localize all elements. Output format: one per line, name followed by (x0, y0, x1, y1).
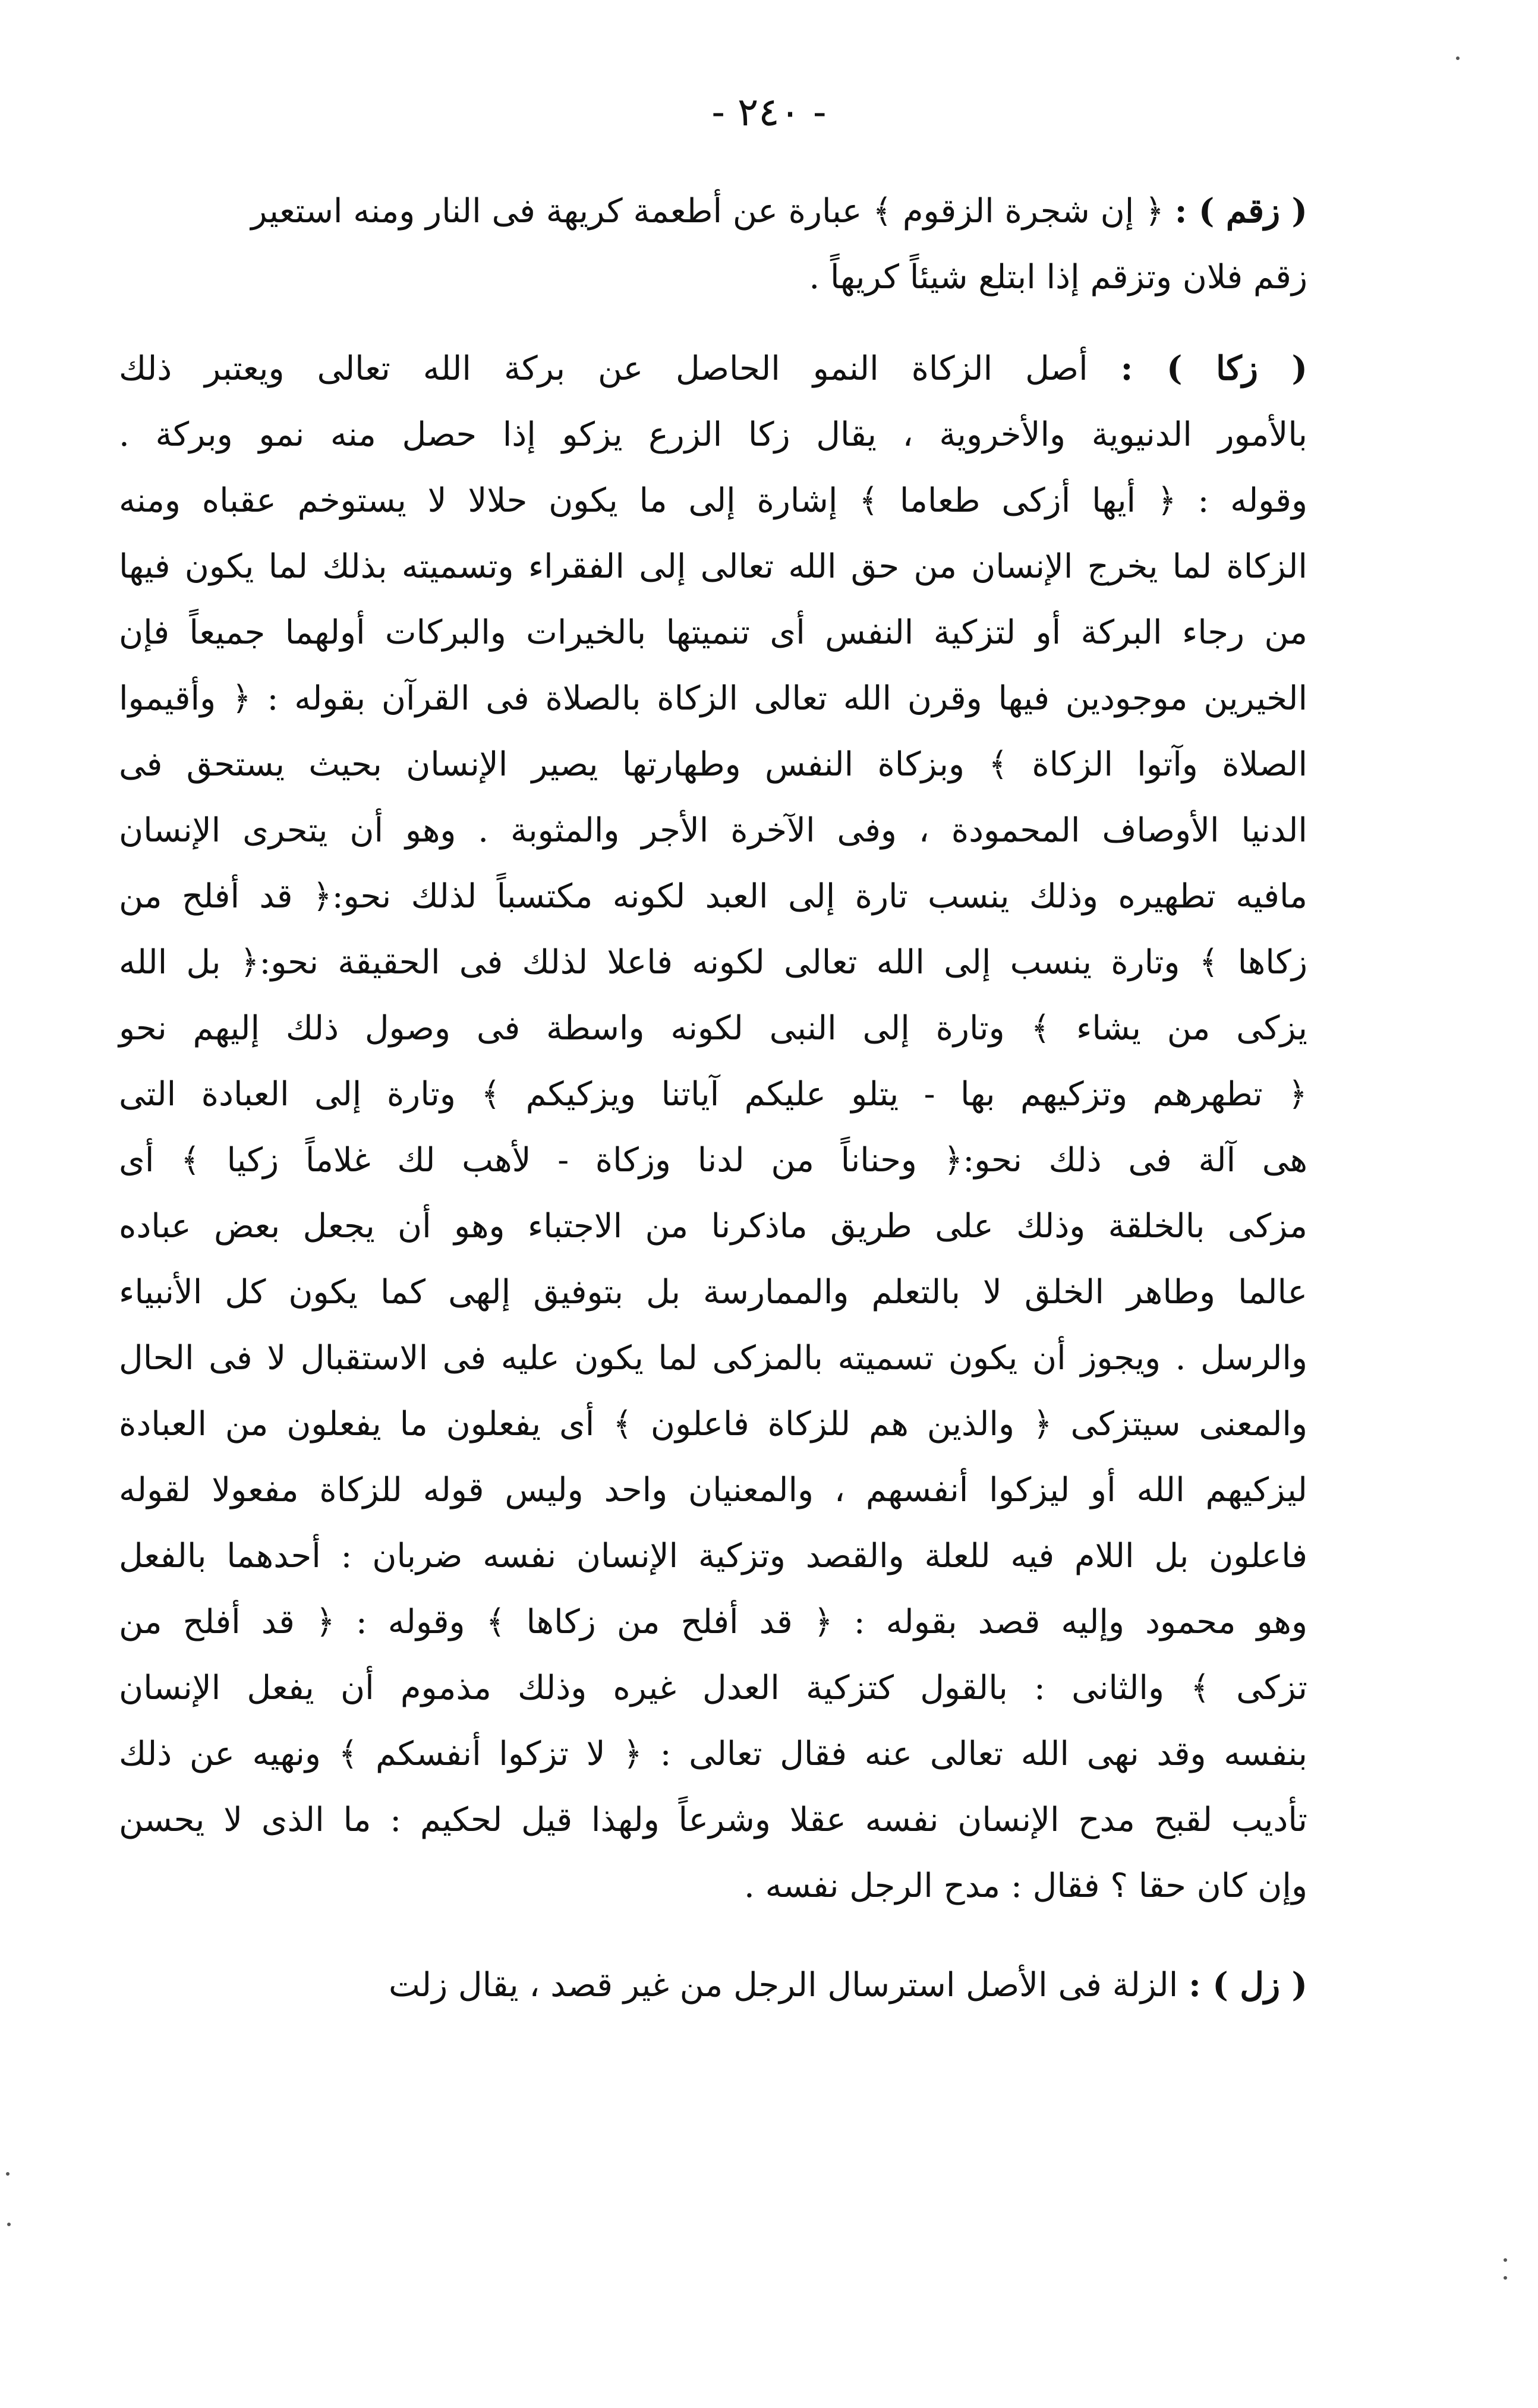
entry-line: وإن كان حقا ؟ فقال : مدح الرجل نفسه . (743, 1867, 1307, 1905)
entry-zall (119, 1952, 1307, 2018)
entry-first-line (119, 336, 1307, 402)
entry-headword: ( زل ) : (1189, 1965, 1307, 2004)
entry-line: وقوله : ﴿ أيها أزكى طعاما ﴾ إشارة إلى ما يكون حلالا لا يستوخم عقباه ومنه (119, 481, 1307, 520)
entry-first-line (119, 1952, 1307, 2018)
entry-line: تأديب لقبح مدح الإنسان نفسه عقلا وشرعاً ولهذا قيل لحكيم : ما الذى لا يحسن (119, 1801, 1308, 1839)
entry-line: والمعنى سيتزكى ﴿ والذين هم للزكاة فاعلون ﴾ أى يفعلون ما يفعلون من العبادة (119, 1405, 1307, 1443)
entry-line: يزكى من يشاء ﴾ وتارة إلى النبى لكونه واسطة فى وصول ذلك إليهم نحو (119, 1009, 1307, 1048)
entry-line: الدنيا الأوصاف المحمودة ، وفى الآخرة الأجر والمثوبة . وهو أن يتحرى الإنسان (119, 811, 1307, 850)
entry-line: عالما وطاهر الخلق لا بالتعلم والممارسة بل بتوفيق إلهى كما يكون كل الأنبياء (119, 1273, 1307, 1312)
entry-text: ﴿ إن شجرة الزقوم ﴾ عبارة عن أطعمة كريهة فى النار ومنه استعير (251, 192, 1164, 231)
entry-line: زكاها ﴾ وتارة ينسب إلى الله تعالى لكونه فاعلا لذلك فى الحقيقة نحو:﴿ بل الله (119, 943, 1307, 982)
entry-line: بالأمور الدنيوية والأخروية ، يقال زكا الزرع يزكو إذا حصل منه نمو وبركة . (119, 415, 1307, 454)
entry-line: والرسل . ويجوز أن يكون تسميته بالمزكى لما يكون عليه فى الاستقبال لا فى الحال (119, 1339, 1307, 1378)
entry-headword: ( زقم ) : (1174, 191, 1307, 231)
entry-line: الزكاة لما يخرج الإنسان من حق الله تعالى إلى الفقراء وتسميته بذلك لما يكون فيها (119, 547, 1307, 586)
scan-speck (6, 2172, 10, 2176)
page-number: - ٢٤٠ - (711, 89, 827, 135)
entry-line: بنفسه وقد نهى الله تعالى عنه فقال تعالى : ﴿ لا تزكوا أنفسكم ﴾ ونهيه عن ذلك (119, 1735, 1307, 1773)
entry-text: أصل الزكاة النمو الحاصل عن بركة الله تعالى ويعتبر ذلك (119, 349, 1088, 388)
entry-line: فاعلون بل اللام فيه للعلة والقصد وتزكية الإنسان نفسه ضربان : أحدهما بالفعل (119, 1537, 1307, 1575)
entry-headword: ( زكا ) : (1120, 349, 1308, 388)
entry-text: الزلة فى الأصل استرسال الرجل من غير قصد ، يقال زلت (389, 1966, 1178, 2004)
entry-zaqm (119, 178, 1307, 310)
entry-line: هى آلة فى ذلك نحو:﴿ وحناناً من لدنا وزكاة - لأهب لك غلاماً زكيا ﴾ أى (119, 1141, 1307, 1180)
scan-speck (1504, 2276, 1507, 2280)
entry-line: مزكى بالخلقة وذلك على طريق ماذكرنا من الاجتباء وهو أن يجعل بعض عباده (119, 1207, 1307, 1246)
entry-line: زقم فلان وتزقم إذا ابتلع شيئاً كريهاً . (809, 258, 1307, 297)
entry-line: ﴿ تطهرهم وتزكيهم بها - يتلو عليكم آياتنا ويزكيكم ﴾ وتارة إلى العبادة التى (119, 1075, 1307, 1114)
entry-line: الخيرين موجودين فيها وقرن الله تعالى الزكاة بالصلاة فى القرآن بقوله : ﴿ وأقيموا (119, 679, 1307, 718)
scan-speck (7, 2223, 11, 2226)
scan-speck (1504, 2258, 1507, 2262)
entry-zaka (119, 336, 1307, 1919)
entry-line: الصلاة وآتوا الزكاة ﴾ وبزكاة النفس وطهارتها يصير الإنسان بحيث يستحق فى (119, 745, 1308, 784)
entry-line: ليزكيهم الله أو ليزكوا أنفسهم ، والمعنيان واحد وليس قوله للزكاة مفعولا لقوله (119, 1471, 1307, 1509)
entry-line: وهو محمود وإليه قصد بقوله : ﴿ قد أفلح من زكاها ﴾ وقوله : ﴿ قد أفلح من (119, 1603, 1307, 1641)
scan-speck (1456, 56, 1460, 60)
entry-first-line (119, 178, 1307, 244)
entry-line: مافيه تطهيره وذلك ينسب تارة إلى العبد لكونه مكتسباً لذلك نحو:﴿ قد أفلح من (119, 877, 1307, 916)
entry-line: تزكى ﴾ والثانى : بالقول كتزكية العدل غيره وذلك مذموم أن يفعل الإنسان (119, 1669, 1307, 1707)
entry-line: من رجاء البركة أو لتزكية النفس أى تنميتها بالخيرات والبركات أولهما جميعاً فإن (119, 613, 1307, 652)
